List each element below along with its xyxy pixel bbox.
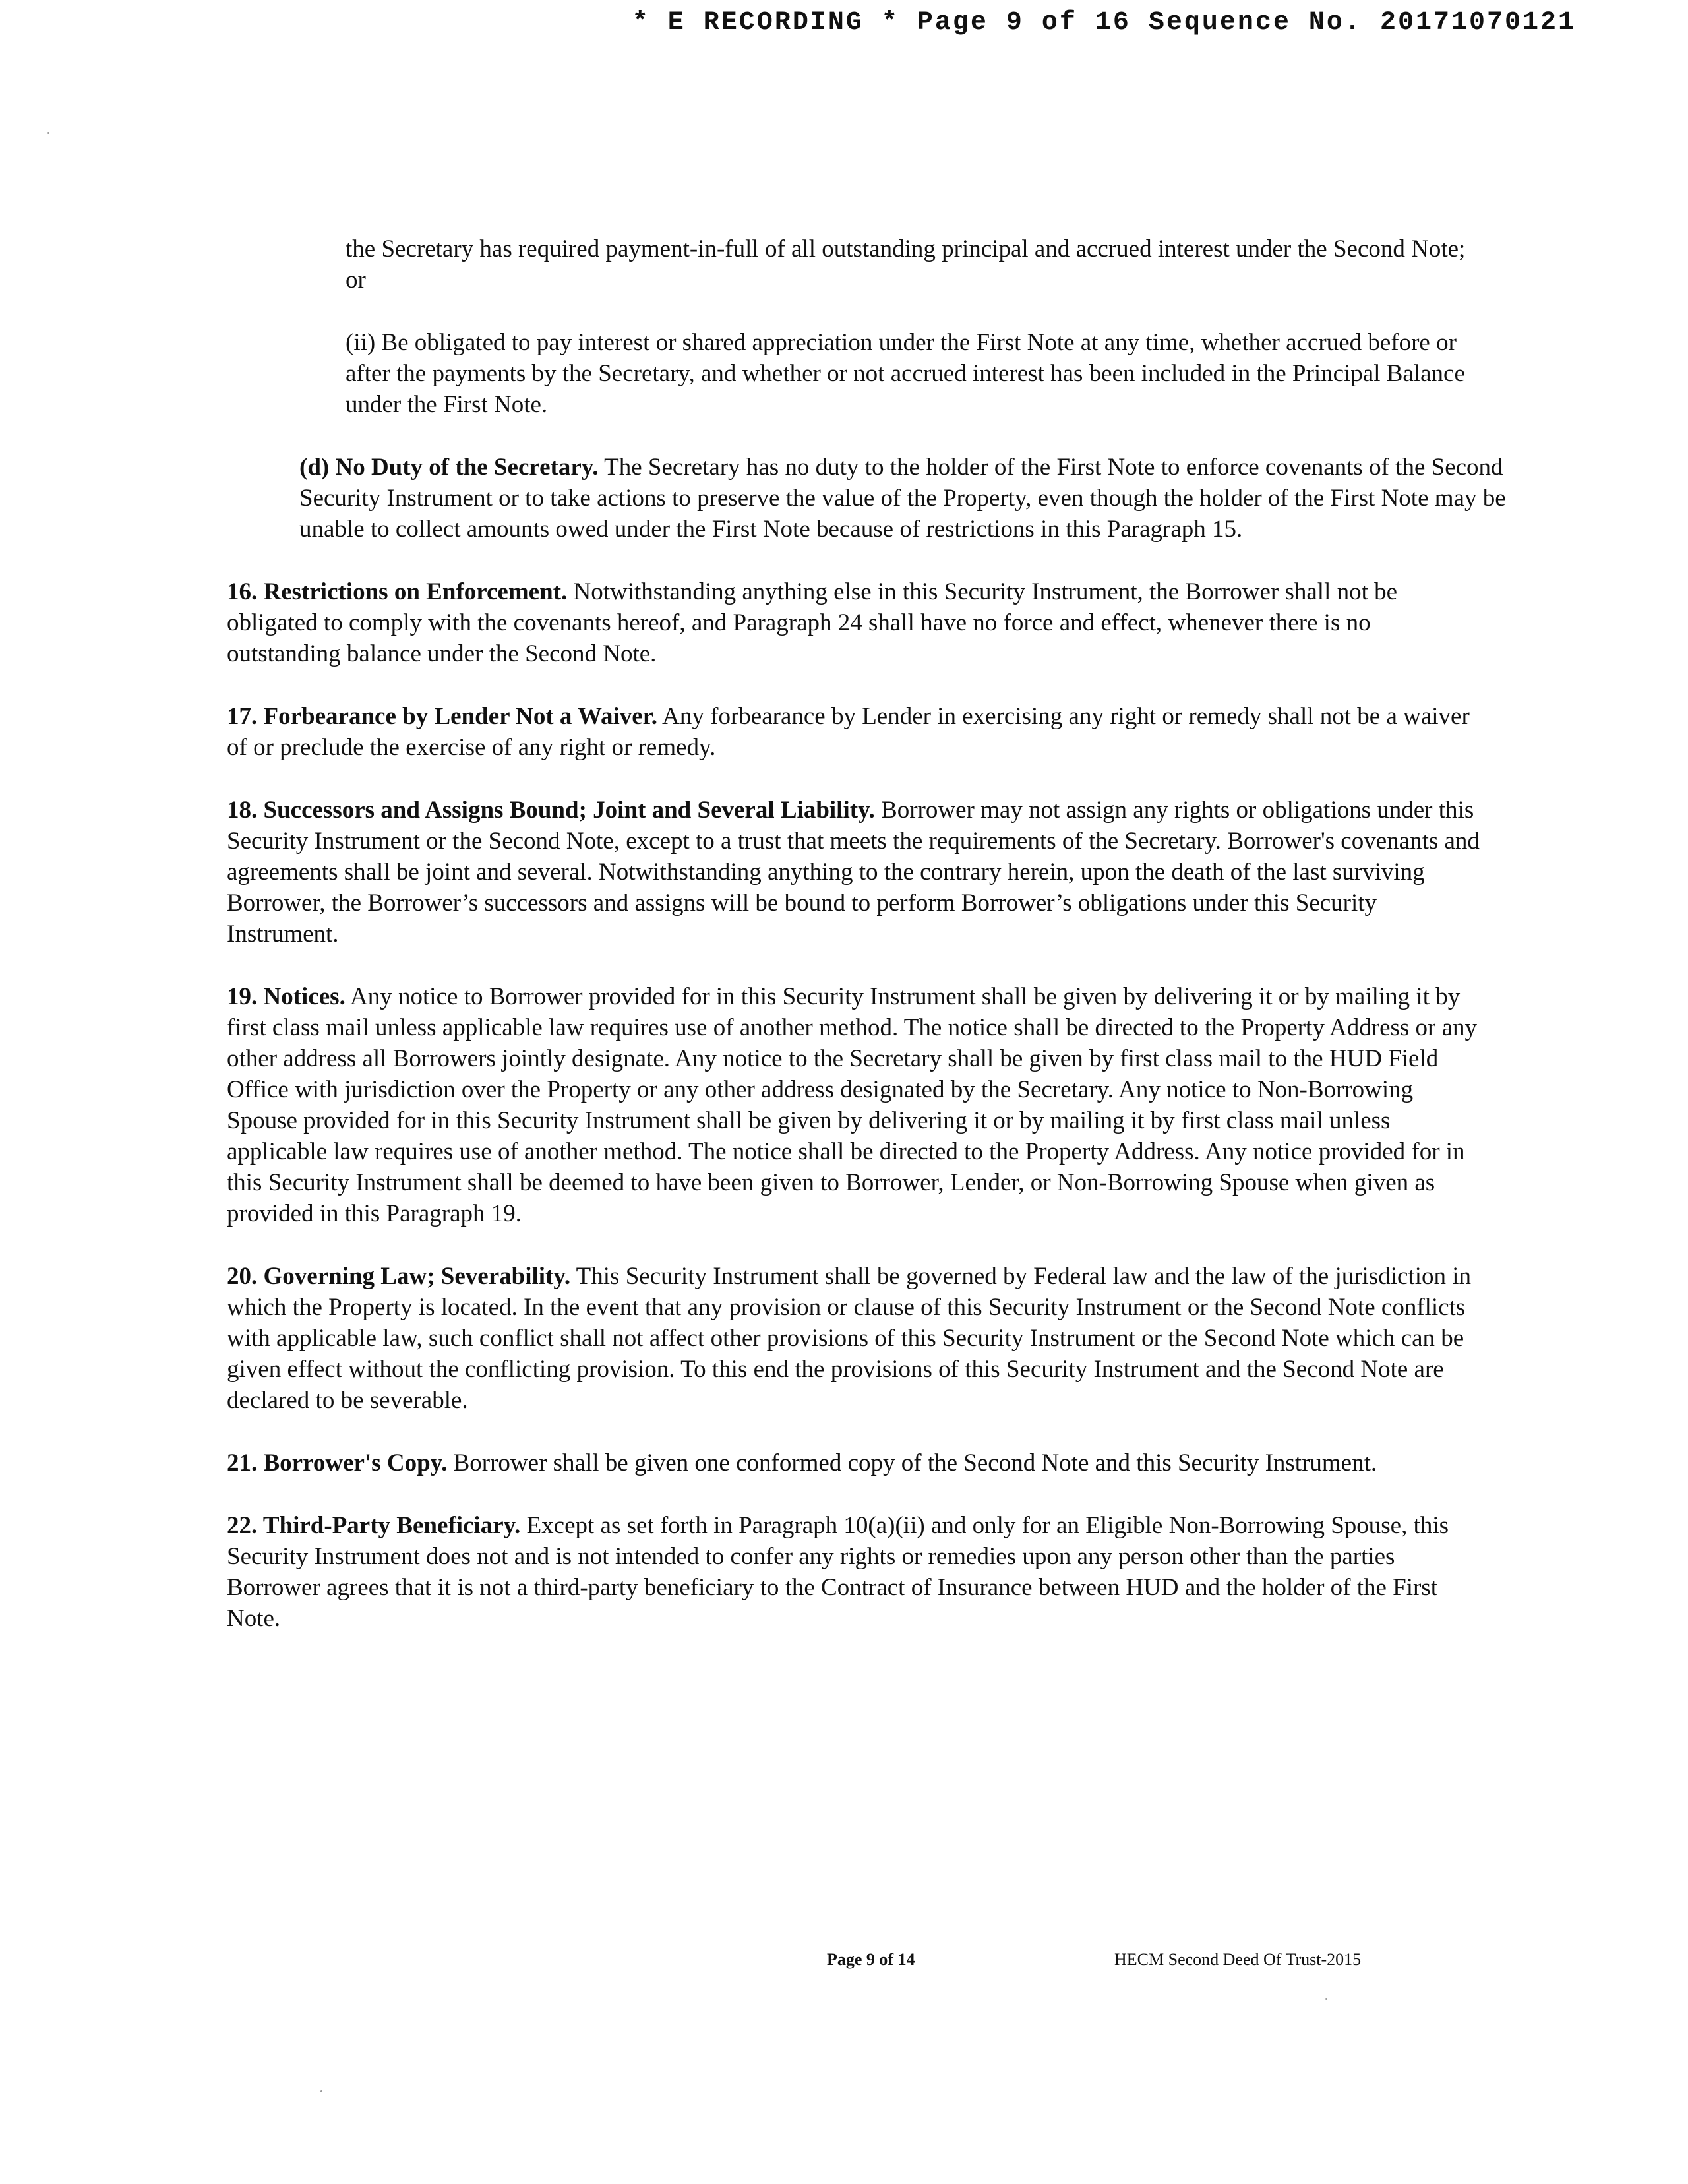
section-heading: 16. Restrictions on Enforcement.: [227, 578, 568, 605]
section-text: Except as set forth in Paragraph 10(a)(ii) and only for an Eligible Non-Borrowing Spouse, this Security Instrument does not and is not intended to confer any rights or remedies upon any person other than the parties Borrower agrees that it is not a third-party beneficiary to the Contract of Insurance between HUD and the holder of the First Note.: [227, 1512, 1449, 1632]
paragraph-d-heading: (d) No Duty of the Secretary.: [299, 454, 599, 481]
section-17: [227, 701, 1480, 763]
section-heading: 22. Third-Party Beneficiary.: [227, 1512, 521, 1539]
section-18: [227, 795, 1480, 950]
section-heading: 18. Successors and Assigns Bound; Joint and Several Liability.: [227, 797, 875, 824]
section-text: Borrower may not assign any rights or obligations under this Security Instrument or the Second Note, except to a trust that meets the requirements of the Secretary. Borrower's covenants and agreements shall be joint and several. Notwithstanding anything to the contrary herein, upon the death of the last surviving Borrower, the Borrower’s successors and assigns will be bound to perform Borrower’s obligations under this Security Instrument.: [227, 797, 1480, 948]
recording-stamp: * E RECORDING * Page 9 of 16 Sequence No. 20171070121: [632, 8, 1576, 38]
section-heading: 17. Forbearance by Lender Not a Waiver.: [227, 703, 657, 730]
scan-speck: [47, 132, 49, 134]
document-body: [227, 233, 1506, 1666]
section-text: Any forbearance by Lender in exercising any right or remedy shall not be a waiver of or preclude the exercise of any right or remedy.: [227, 703, 1470, 761]
section-heading: 20. Governing Law; Severability.: [227, 1263, 571, 1290]
item-ii: (ii) Be obligated to pay interest or shared appreciation under the First Note at any time, whether accrued before or after the payments by the Secretary, and whether or not accrued interest has been included in the Principal Balance under the First Note.: [346, 329, 1465, 418]
section-22: [227, 1510, 1480, 1634]
footer-page-number: [827, 1950, 915, 1970]
section-heading: 21. Borrower's Copy.: [227, 1449, 448, 1476]
paragraph-d-text: The Secretary has no duty to the holder of the First Note to enforce covenants of the Second Security Instrument or to take actions to preserve the value of the Property, even though the holder of the First Note may be unable to collect amounts owed under the First Note because of restrictions in this Paragraph 15.: [299, 454, 1506, 543]
scan-speck: [320, 2090, 322, 2092]
section-19: [227, 981, 1480, 1229]
continuation-text: the Secretary has required payment-in-full of all outstanding principal and accrued interest under the Second Note; or: [346, 235, 1466, 293]
footer-page-text: Page 9 of 14: [827, 1950, 915, 1969]
scan-speck: [1325, 1998, 1327, 2000]
section-text: Notwithstanding anything else in this Security Instrument, the Borrower shall not be obligated to comply with the covenants hereof, and Paragraph 24 shall have no force and effect, whenever there is no outstanding balance under the Second Note.: [227, 578, 1398, 667]
section-text: Any notice to Borrower provided for in this Security Instrument shall be given by delivering it or by mailing it by first class mail unless applicable law requires use of another method. The notice shall be directed to the Property Address or any other address all Borrowers jointly designate. Any notice to the Secretary shall be given by first class mail to the HUD Field Office with jurisdiction over the Property or any other address designated by the Secretary. Any notice to Non-Borrowing Spouse provided for in this Security Instrument shall be given by delivering it or by mailing it by first class mail unless applicable law requires use of another method. The notice shall be directed to the Property Address. Any notice provided for in this Security Instrument shall be deemed to have been given to Borrower, Lender, or Non-Borrowing Spouse when given as provided in this Paragraph 19.: [227, 983, 1478, 1227]
section-21: [227, 1447, 1480, 1478]
section-heading: 19. Notices.: [227, 983, 346, 1010]
section-20: [227, 1261, 1480, 1416]
footer-document-title: HECM Second Deed Of Trust-2015: [1114, 1950, 1362, 1969]
section-16: [227, 576, 1480, 669]
section-text: This Security Instrument shall be governed by Federal law and the law of the jurisdiction in which the Property is located. In the event that any provision or clause of this Security Instrument or the Second Note conflicts with applicable law, such conflict shall not affect other provisions of this Security Instrument or the Second Note which can be given effect without the conflicting provision. To this end the provisions of this Security Instrument and the Second Note are declared to be severable.: [227, 1263, 1472, 1414]
paragraph-d: [299, 452, 1513, 545]
section-text: Borrower shall be given one conformed copy of the Second Note and this Security Instrument.: [447, 1449, 1377, 1476]
